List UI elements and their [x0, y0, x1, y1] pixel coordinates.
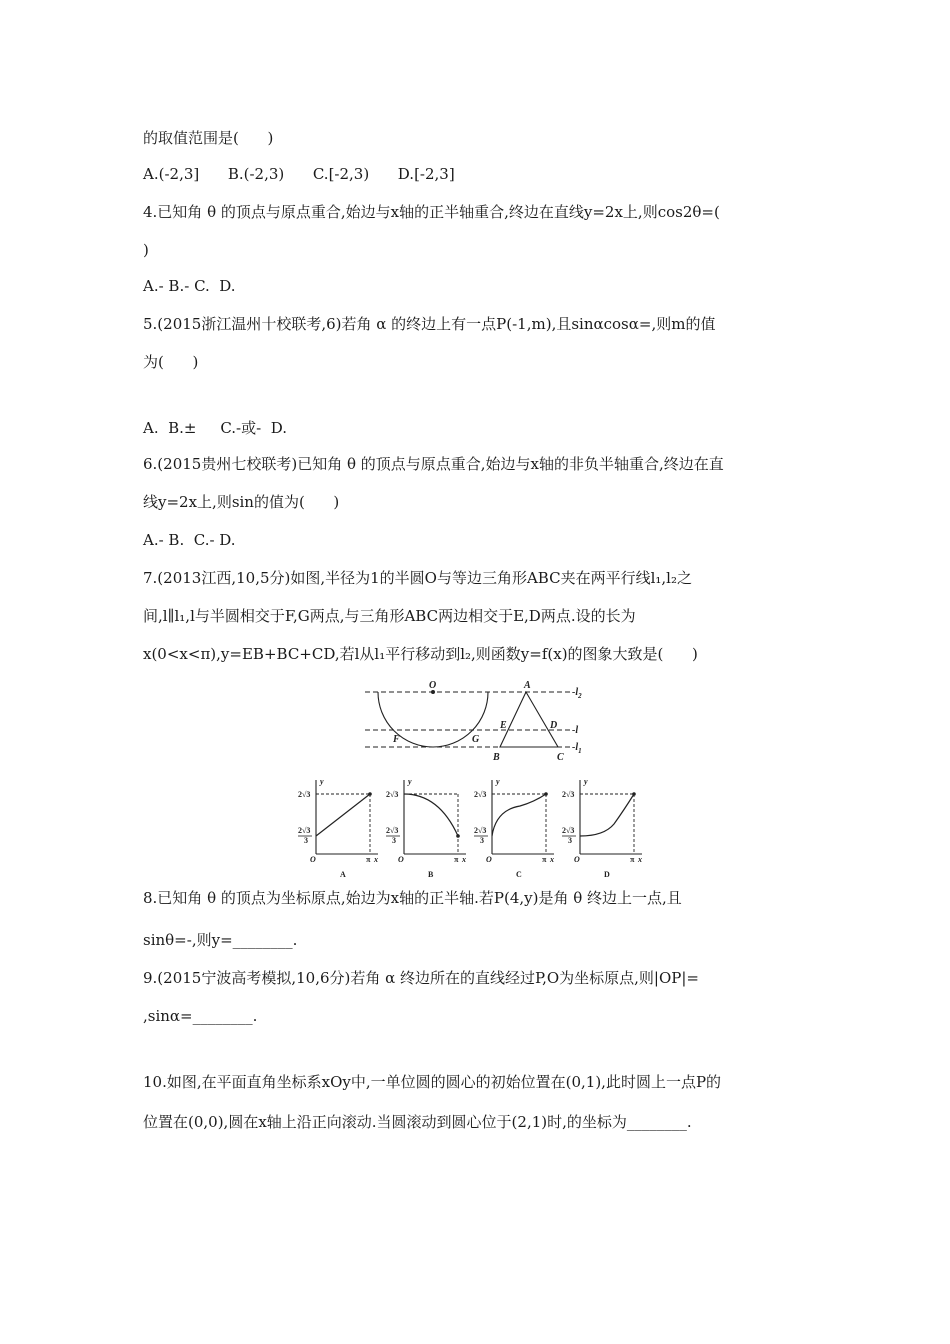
text-line: 9.(2015宁波高考模拟,10,6分)若角 α 终边所在的直线经过P,O为坐标原点,则|OP|= — [143, 969, 699, 987]
origin-label: O — [398, 855, 404, 864]
label-a: A — [524, 680, 531, 691]
label-l2: $-l_2$ — [572, 687, 582, 700]
y-mid-num: 2√3 — [298, 826, 311, 835]
y-axis-label: y — [496, 777, 500, 786]
label-o: O — [429, 680, 437, 691]
text-line: 7.(2013江西,10,5分)如图,半径为1的半圆O与等边三角形ABC夹在两平行线l₁,l₂之 — [143, 569, 692, 587]
y-mid-num: 2√3 — [474, 826, 487, 835]
graph-labels — [298, 777, 642, 879]
y-top-label: 2√3 — [386, 790, 399, 799]
semicircle-triangle-figure — [360, 678, 600, 766]
origin-label: O — [310, 855, 316, 864]
graph-panel-c — [492, 780, 554, 854]
y-mid-den: 3 — [304, 836, 308, 845]
y-axis-label: y — [584, 777, 588, 786]
text-line: ,sinα=________. — [143, 1007, 258, 1025]
text-line: A. B.± C.-或- D. — [143, 419, 287, 437]
x-axis-label: x — [550, 855, 554, 864]
y-axis-label: y — [320, 777, 324, 786]
y-mid-num: 2√3 — [386, 826, 399, 835]
panel-label-c: C — [516, 870, 522, 879]
panel-label-b: B — [428, 870, 434, 879]
text-line: 为( ) — [143, 353, 199, 371]
text-line: x(0<x<π),y=EB+BC+CD,若l从l₁平行移动到l₂,则函数y=f(x)的图象大致是( ) — [143, 645, 698, 663]
x-end-label: π — [542, 855, 547, 864]
curve-c — [492, 794, 546, 836]
graph-panel-d — [580, 780, 642, 854]
y-top-label: 2√3 — [298, 790, 311, 799]
text-line: 5.(2015浙江温州十校联考,6)若角 α 的终边上有一点P(-1,m),且sinαcosα=,则m的值 — [143, 315, 716, 333]
label-d: D — [550, 720, 558, 731]
label-l1: $-l_1$ — [572, 742, 582, 755]
x-end-label: π — [366, 855, 371, 864]
text-line: A.- B. C.- D. — [143, 531, 236, 549]
text-line: ) — [143, 241, 149, 259]
x-end-label: π — [454, 855, 459, 864]
text-line: 线y=2x上,则sin的值为( ) — [143, 493, 340, 511]
graph-panel-a — [316, 780, 378, 854]
curve-a — [316, 794, 370, 836]
x-axis-label: x — [462, 855, 466, 864]
text-line: 4.已知角 θ 的顶点与原点重合,始边与x轴的正半轴重合,终边在直线y=2x上,则cos2θ=( — [143, 203, 720, 221]
label-l: -l — [572, 725, 579, 736]
origin-label: O — [574, 855, 580, 864]
text-line: A.- B.- C. D. — [143, 277, 236, 295]
y-mid-den: 3 — [480, 836, 484, 845]
label-g: G — [472, 734, 480, 745]
label-e: E — [500, 720, 507, 731]
x-end-label: π — [630, 855, 635, 864]
text-line: A.(-2,3] B.(-2,3) C.[-2,3) D.[-2,3] — [143, 165, 455, 183]
y-axis-label: y — [408, 777, 412, 786]
x-axis-label: x — [374, 855, 378, 864]
answer-graphs-figure — [296, 776, 656, 880]
text-line: sinθ=-,则y=________. — [143, 931, 298, 949]
y-top-label: 2√3 — [474, 790, 487, 799]
curve-b — [404, 794, 458, 836]
graph-panel-b — [404, 780, 466, 854]
text-line: 位置在(0,0),圆在x轴上沿正向滚动.当圆滚动到圆心位于(2,1)时,的坐标为________. — [143, 1113, 692, 1131]
y-mid-num: 2√3 — [562, 826, 575, 835]
text-line: 10.如图,在平面直角坐标系xOy中,一单位圆的圆心的初始位置在(0,1),此时圆上一点P的 — [143, 1073, 722, 1091]
label-f: F — [393, 734, 400, 745]
panel-label-a: A — [340, 870, 346, 879]
y-mid-den: 3 — [392, 836, 396, 845]
text-line: 8.已知角 θ 的顶点为坐标原点,始边为x轴的正半轴.若P(4,y)是角 θ 终边上一点,且 — [143, 889, 682, 907]
label-c: C — [557, 752, 564, 763]
panel-label-d: D — [604, 870, 610, 879]
label-b: B — [493, 752, 500, 763]
y-mid-den: 3 — [568, 836, 572, 845]
text-line: 间,l∥l₁,l与半圆相交于F,G两点,与三角形ABC两边相交于E,D两点.设的长为 — [143, 607, 636, 625]
origin-label: O — [486, 855, 492, 864]
curve-d — [580, 794, 634, 836]
text-line: 的取值范围是( ) — [143, 129, 274, 147]
x-axis-label: x — [638, 855, 642, 864]
text-line: 6.(2015贵州七校联考)已知角 θ 的顶点与原点重合,始边与x轴的非负半轴重合,终边在直 — [143, 455, 724, 473]
y-top-label: 2√3 — [562, 790, 575, 799]
